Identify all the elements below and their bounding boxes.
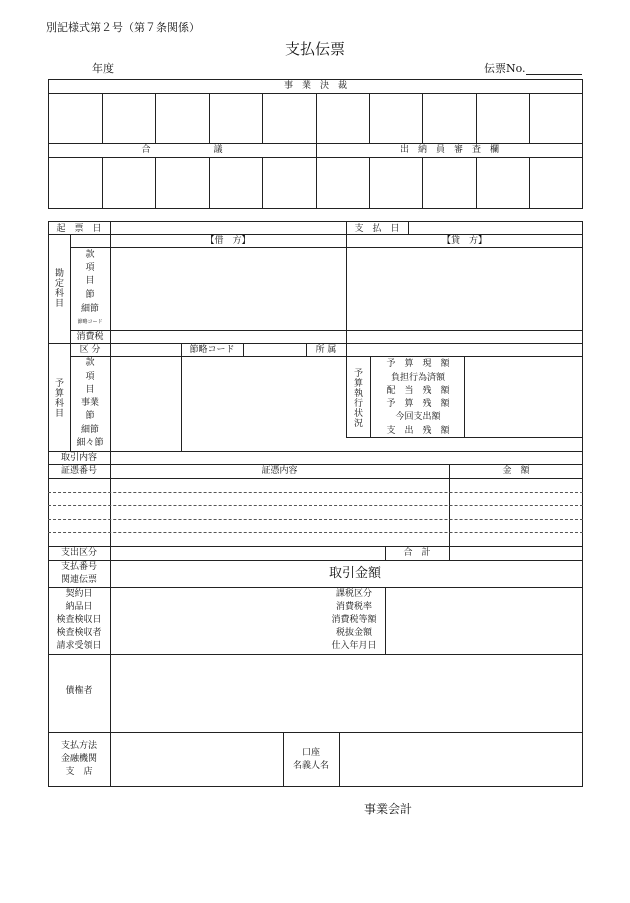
invoice-received-date-label: 請求受領日 <box>56 641 102 651</box>
financial-institution-label: 金融機関 <box>60 754 97 764</box>
account-item-saisetsu: 細節 <box>80 304 99 314</box>
committed-amount-label: 負担行為済額 <box>390 373 445 383</box>
business-decision-header: 事 業 決 裁 <box>283 81 347 91</box>
account-item-moku: 目 <box>85 276 95 286</box>
payment-date-label: 支 払 日 <box>354 224 400 234</box>
budget-subject-label: 予算科目 <box>53 378 63 418</box>
amount-header: 金 額 <box>502 466 530 476</box>
abbrev-code-small-label: 節略コード <box>77 319 103 325</box>
voucher-rows[interactable] <box>49 479 583 546</box>
allocation-balance-label: 配 当 残 額 <box>386 386 450 396</box>
fiscal-year-label: 年度 <box>92 62 114 75</box>
abbrev-code-label: 節略コード <box>189 345 235 355</box>
draft-date-field[interactable] <box>111 222 346 233</box>
payment-no-label: 支払番号 <box>60 562 97 572</box>
purchase-date-label: 仕入年月日 <box>331 641 377 651</box>
budget-current-label: 予 算 現 額 <box>386 359 450 369</box>
budget-item-moku: 目 <box>85 385 95 395</box>
tax-fields[interactable] <box>386 588 582 653</box>
total-label: 合 計 <box>403 548 431 558</box>
contract-date-label: 契約日 <box>65 589 93 599</box>
account-subject-label: 勘定科目 <box>53 268 63 308</box>
credit-tax-field[interactable] <box>347 331 582 343</box>
budget-item-setsu: 節 <box>85 411 95 421</box>
current-payment-label: 今回支出額 <box>395 412 441 422</box>
payment-method-label: 支払方法 <box>60 741 97 751</box>
voucher-no-header: 証憑番号 <box>60 466 97 476</box>
affiliation-field[interactable] <box>347 344 582 355</box>
business-accounting-label: 事業会計 <box>364 802 413 816</box>
tax-category-label: 課税区分 <box>335 589 372 599</box>
pre-tax-amount-label: 税抜金額 <box>335 628 372 638</box>
payment-no-field[interactable] <box>111 561 325 586</box>
budget-name-field[interactable] <box>182 357 345 450</box>
slip-no-label: 伝票No. <box>484 62 526 75</box>
transaction-content-label: 取引内容 <box>60 453 97 463</box>
related-slip-label: 関連伝票 <box>60 575 97 585</box>
account-item-kou: 項 <box>85 263 95 273</box>
transaction-amount-field[interactable] <box>386 561 582 586</box>
payment-method-field[interactable] <box>111 733 283 786</box>
creditor-label: 債権者 <box>65 686 93 696</box>
date-fields[interactable] <box>111 588 325 653</box>
budget-item-kou: 項 <box>85 372 95 382</box>
draft-date-label: 起 票 日 <box>56 224 102 234</box>
branch-label: 支 店 <box>65 767 93 777</box>
account-item-kan: 款 <box>85 250 95 260</box>
expense-category-field[interactable] <box>111 547 385 559</box>
debit-account-field[interactable] <box>111 248 346 330</box>
account-label: 口座 <box>301 748 320 758</box>
debit-header: 【借 方】 <box>205 236 251 246</box>
budget-balance-label: 予 算 残 額 <box>386 399 450 409</box>
tax-rate-label: 消費税率 <box>335 602 372 612</box>
budget-status-label: 予算執行状況 <box>352 368 362 428</box>
budget-item-kan: 款 <box>85 358 95 368</box>
consumption-tax-label: 消費税 <box>76 332 104 342</box>
expense-category-label: 支出区分 <box>60 548 97 558</box>
account-holder-label: 名義人名 <box>292 761 329 771</box>
budget-item-saisaisetsu: 細々節 <box>76 438 104 448</box>
credit-header: 【貸 方】 <box>441 236 487 246</box>
transaction-amount-label: 取引金額 <box>328 566 381 581</box>
total-amount-field[interactable] <box>450 547 582 559</box>
inspector-label: 検査検収者 <box>56 628 102 638</box>
tax-amount-label: 消費税等額 <box>331 615 377 625</box>
credit-account-field[interactable] <box>347 248 582 330</box>
cashier-review-header: 出 納 員 審 査 欄 <box>399 145 499 155</box>
payment-date-field[interactable] <box>409 222 582 233</box>
abbrev-code-field[interactable] <box>244 344 306 355</box>
category-label: 区 分 <box>79 345 101 355</box>
consultation-header: 合 議 <box>141 145 223 155</box>
budget-item-jigyou: 事業 <box>80 398 99 408</box>
transaction-content-field[interactable] <box>111 452 582 463</box>
account-item-setsu: 節 <box>85 290 95 300</box>
affiliation-label: 所 属 <box>315 345 337 355</box>
creditor-field[interactable] <box>111 655 582 731</box>
inspection-date-label: 検査検収日 <box>56 615 102 625</box>
voucher-content-header: 証憑内容 <box>261 466 298 476</box>
form-reference: 別記様式第２号（第７条関係） <box>46 21 200 34</box>
delivery-date-label: 納品日 <box>65 602 93 612</box>
budget-code-field[interactable] <box>111 357 180 450</box>
budget-item-saisetsu: 細節 <box>80 425 99 435</box>
payment-balance-label: 支 出 残 額 <box>386 426 450 436</box>
budget-status-values[interactable] <box>465 357 582 436</box>
debit-tax-field[interactable] <box>111 331 346 343</box>
page-title: 支払伝票 <box>284 40 345 58</box>
account-holder-field[interactable] <box>340 733 582 786</box>
slip-no-field[interactable] <box>526 74 582 75</box>
